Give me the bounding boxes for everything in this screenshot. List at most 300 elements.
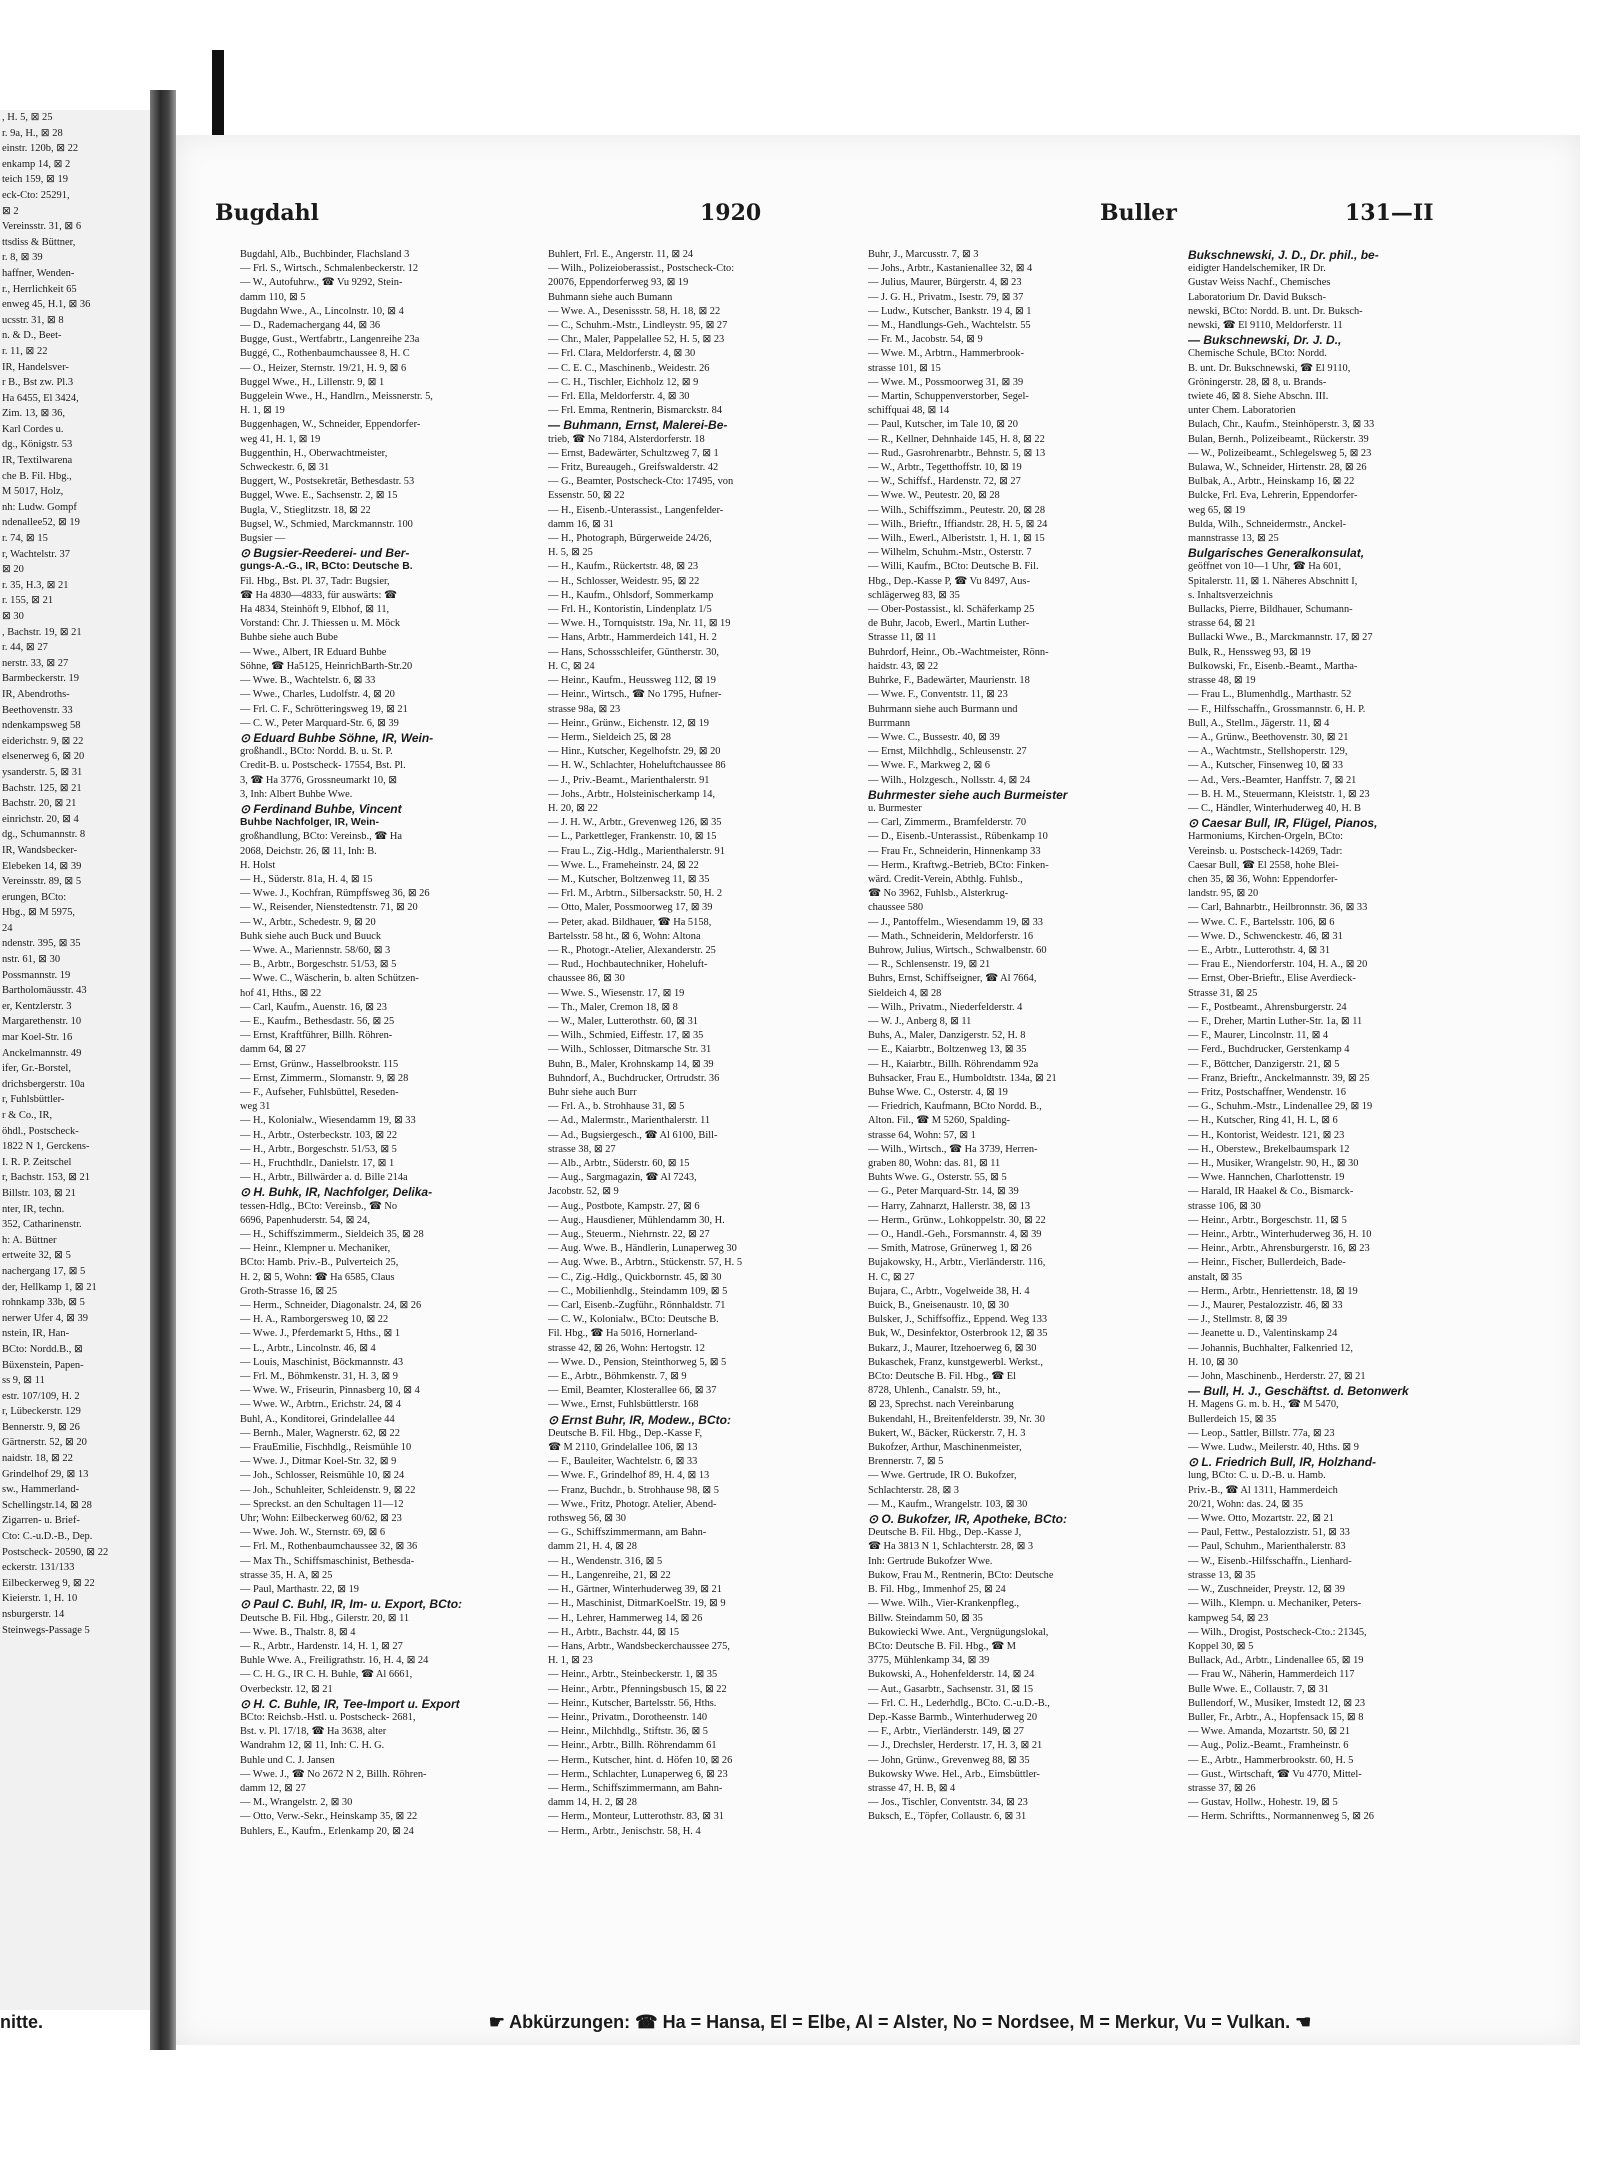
directory-entry: Bukowsky Wwe. Hel., Arb., Eimsbüttler-: [868, 1768, 1040, 1780]
directory-entry: Inh: Gertrude Bukofzer Wwe.: [868, 1555, 993, 1567]
directory-entry: — Herm., Sieldeich 25, ⊠ 28: [548, 731, 671, 743]
left-page-line: , Bachstr. 19, ⊠ 21: [2, 626, 82, 638]
directory-entry: — W., Autofuhrw., ☎ Vu 9292, Stein-: [240, 277, 403, 289]
left-page-line: r & Co., IR,: [2, 1110, 53, 1121]
directory-entry: — Wwe. W., Arbtrn., Erichstr. 24, ⊠ 4: [240, 1399, 401, 1411]
directory-entry: — Buhmann, Ernst, Malerei-Be-: [548, 418, 728, 433]
directory-entry: schiffquai 48, ⊠ 14: [868, 405, 950, 417]
directory-entry: — Rud., Hochbautechniker, Hoheluft-: [548, 959, 708, 971]
directory-entry: de Buhr, Jacob, Ewerl., Martin Luther-: [868, 618, 1030, 630]
directory-entry: — Frl. C. H., Lederhdlg., BCto. C.-u.D.-B.,: [868, 1697, 1050, 1709]
directory-entry: — Julius, Maurer, Bürgerstr. 4, ⊠ 23: [868, 277, 1022, 289]
directory-entry: lung, BCto: C. u. D.-B. u. Hamb.: [1188, 1470, 1326, 1482]
directory-entry: Bull, A., Stellm., Jägerstr. 11, ⊠ 4: [1188, 717, 1330, 729]
directory-entry: H. 2, ⊠ 5, Wohn: ☎ Ha 6585, Claus: [240, 1271, 395, 1283]
directory-entry: — Math., Schneiderin, Meldorferstr. 16: [868, 930, 1034, 942]
directory-entry: strasse 13, ⊠ 35: [1188, 1569, 1256, 1581]
left-page-line: dg., Königstr. 53: [2, 439, 73, 451]
directory-entry: — Wwe. D., Schwenckestr. 46, ⊠ 31: [1188, 930, 1343, 942]
directory-entry: weg 31: [240, 1101, 271, 1113]
directory-entry: — FrauEmilie, Fischhdlg., Reismühle 10: [240, 1442, 412, 1454]
directory-entry: — John, Maschinenb., Herderstr. 27, ⊠ 21: [1188, 1371, 1366, 1383]
directory-entry: — Bernh., Maler, Wagnerstr. 62, ⊠ 22: [240, 1427, 400, 1439]
directory-entry: 8728, Uhlenh., Canalstr. 59, ht.,: [868, 1385, 1001, 1397]
directory-entry: 3775, Mühlenkamp 34, ⊠ 39: [868, 1655, 990, 1667]
left-page-line: nstr. 61, ⊠ 30: [2, 954, 61, 966]
directory-entry: — H., Kaufm., Ohlsdorf, Sommerkamp: [548, 589, 714, 601]
directory-entry: — Herm., Arbtr., Jenischstr. 58, H. 4: [548, 1825, 701, 1837]
directory-entry: ⊙ Ferdinand Buhbe, Vincent: [240, 801, 402, 816]
left-page-line: IR, Handelsver-: [2, 361, 69, 373]
directory-entry: — H., Arbtr., Billwärder a. d. Bille 214a: [240, 1172, 408, 1184]
directory-entry: Bulk, R., Henssweg 93, ⊠ 19: [1188, 646, 1311, 658]
directory-entry: — Heinr., Milchhdlg., Stiftstr. 36, ⊠ 5: [548, 1726, 708, 1738]
left-page-line: eiderichstr. 9, ⊠ 22: [2, 735, 84, 747]
directory-entry: — Wwe. Amanda, Mozartstr. 50, ⊠ 21: [1188, 1726, 1351, 1738]
directory-entry: — Wwe. H., Tornquiststr. 19a, Nr. 11, ⊠ 19: [548, 618, 731, 630]
directory-entry: Buhrow, Julius, Wirtsch., Schwalbenstr. 60: [868, 944, 1047, 956]
left-page-footer: nitte.: [0, 2012, 43, 2032]
left-page-line: 24: [2, 922, 13, 934]
directory-entry: — Franz, Buchdr., b. Strohhause 98, ⊠ 5: [548, 1484, 719, 1496]
directory-entry: — W., Eisenb.-Hilfsschaffn., Lienhard-: [1188, 1555, 1352, 1567]
directory-entry: Deutsche B. Fil. Hbg., Dep.-Kasse F,: [548, 1427, 703, 1439]
left-page-line: ndenkampsweg 58: [2, 720, 81, 732]
directory-entry: strasse 64, ⊠ 21: [1188, 618, 1256, 630]
directory-entry: — Gustav, Hollw., Hohestr. 19, ⊠ 5: [1188, 1797, 1338, 1809]
directory-entry: — F., Arbtr., Vierländerstr. 149, ⊠ 27: [868, 1726, 1024, 1738]
directory-entry: Caesar Bull, ☎ El 2558, hohe Blei-: [1188, 859, 1339, 871]
directory-entry: mannstrasse 13, ⊠ 25: [1188, 533, 1279, 545]
directory-entry: — Wilh., Schlosser, Ditmarsche Str. 31: [548, 1044, 712, 1056]
left-page-line: r. 44, ⊠ 27: [2, 642, 48, 654]
left-page-line: enkamp 14, ⊠ 2: [2, 158, 71, 170]
left-page-line: r. 8, ⊠ 39: [2, 252, 43, 264]
directory-entry: Bugsier —: [240, 533, 286, 545]
directory-entry: — Johs., Arbtr., Holsteinischerkamp 14,: [548, 788, 716, 800]
directory-entry: — Ad., Malermstr., Marienthalerstr. 11: [548, 1115, 711, 1127]
left-page-line: Kieierstr. 1, H. 10: [2, 1593, 78, 1605]
left-page-line: Possmannstr. 19: [2, 969, 71, 981]
directory-entry: — H., Arbtr., Borgeschstr. 51/53, ⊠ 5: [240, 1143, 397, 1155]
directory-entry: — Frl. Clara, Meldorferstr. 4, ⊠ 30: [548, 348, 696, 360]
left-page-line: che B. Fil. Hbg.,: [2, 470, 72, 482]
directory-entry: Bujakowsky, H., Arbtr., Vierländerstr. 116,: [868, 1257, 1046, 1269]
directory-entry: — Joh., Schuhleiter, Schleidenstr. 9, ⊠ 22: [240, 1484, 416, 1496]
directory-entry: Buhs, A., Maler, Danzigerstr. 52, H. 8: [868, 1030, 1026, 1042]
directory-entry: — Leop., Sattler, Billstr. 77a, ⊠ 23: [1188, 1427, 1335, 1439]
directory-entry: — H., Musiker, Wrangelstr. 90, H., ⊠ 30: [1188, 1158, 1359, 1169]
directory-entry: — John, Grünw., Grevenweg 88, ⊠ 35: [868, 1754, 1030, 1766]
directory-entry: Fil. Hbg., ☎ Ha 5016, Hornerland-: [548, 1328, 698, 1340]
directory-entry: Schweckestr. 6, ⊠ 31: [240, 462, 330, 474]
directory-entry: — Ernst, Kraftführer, Billh. Röhren-: [240, 1030, 393, 1042]
directory-entry: Gustav Weiss Nachf., Chemisches: [1188, 277, 1331, 289]
directory-entry: Fil. Hbg., Bst. Pl. 37, Tadr: Bugsier,: [240, 575, 390, 587]
directory-entry: — Jeanette u. D., Valentinskamp 24: [1188, 1328, 1338, 1340]
directory-entry: strasse 42, ⊠ 26, Wohn: Hertogstr. 12: [548, 1342, 705, 1354]
directory-entry: 3, ☎ Ha 3776, Grossneumarkt 10, ⊠: [240, 774, 397, 786]
directory-entry: Bulbak, A., Arbtr., Heinskamp 16, ⊠ 22: [1188, 476, 1355, 488]
directory-entry: — Hans, Arbtr., Wandsbeckerchaussee 275,: [548, 1640, 730, 1652]
directory-entry: H. 5, ⊠ 25: [548, 547, 593, 559]
left-page-line: einstr. 120b, ⊠ 22: [2, 143, 79, 155]
directory-entry: ⊙ Ernst Buhr, IR, Modew., BCto:: [548, 1412, 731, 1427]
left-page-line: sw., Hammerland-: [2, 1484, 80, 1496]
directory-entry: — Herm., Kutscher, hint. d. Höfen 10, ⊠ 26: [548, 1754, 733, 1766]
directory-entry: weg 41, H. 1, ⊠ 19: [240, 433, 321, 445]
directory-entry: — D., Eisenb.-Unterassist., Rübenkamp 10: [868, 831, 1048, 843]
directory-entry: — Wwe. F., Markweg 2, ⊠ 6: [868, 760, 990, 772]
directory-entry: — Herm., Kraftwg.-Betrieb, BCto: Finken-: [868, 859, 1049, 871]
left-page-line: r. 155, ⊠ 21: [2, 595, 54, 607]
directory-entry: Bugsel, W., Schmied, Marckmannstr. 100: [240, 518, 413, 530]
directory-entry: — Bukschnewski, Dr. J. D.,: [1188, 333, 1342, 348]
directory-entry: Buksch, E., Töpfer, Collaustr. 6, ⊠ 31: [868, 1811, 1027, 1823]
directory-column-1: [240, 248, 532, 1988]
directory-entry: haidstr. 43, ⊠ 22: [868, 660, 939, 672]
directory-entry: — Emil, Beamter, Klosterallee 66, ⊠ 37: [548, 1385, 717, 1397]
directory-entry: — Herm., Schlachter, Lunaperweg 6, ⊠ 23: [548, 1768, 728, 1780]
directory-entry: — Wwe. A., Desenissstr. 58, H. 18, ⊠ 22: [548, 305, 721, 317]
directory-entry: Buhle und C. J. Jansen: [240, 1754, 335, 1766]
directory-entry: Buhn, B., Maler, Krohnskamp 14, ⊠ 39: [548, 1058, 714, 1070]
directory-entry: — R., Schlensenstr. 19, ⊠ 21: [868, 959, 991, 971]
directory-entry: — Wilh., Klempn. u. Mechaniker, Peters-: [1188, 1598, 1362, 1610]
directory-entry: Bujara, C., Arbtr., Vogelweide 38, H. 4: [868, 1285, 1030, 1297]
left-page-line: , H. 5, ⊠ 25: [2, 112, 53, 123]
directory-entry: — W., Zuschneider, Preystr. 12, ⊠ 39: [1188, 1584, 1345, 1596]
directory-entry: — Ad., Vers.-Beamter, Hanffstr. 7, ⊠ 21: [1188, 774, 1357, 786]
directory-entry: — Wwe. Hannchen, Charlottenstr. 19: [1188, 1172, 1345, 1184]
directory-entry: — H., Kaiarbtr., Billh. Röhrendamm 92a: [868, 1058, 1039, 1070]
directory-entry: eidigter Handelschemiker, IR Dr.: [1188, 263, 1326, 275]
directory-entry: — W., Polizeibeamt., Schlegelsweg 5, ⊠ 23: [1188, 447, 1372, 459]
left-page-line: nerstr. 33, ⊠ 27: [2, 657, 69, 669]
directory-entry: — Wilh., Brieftr., Iffiandstr. 28, H. 5, ⊠ 24: [868, 518, 1048, 530]
directory-entry: — C. H., Tischler, Eichholz 12, ⊠ 9: [548, 376, 699, 388]
directory-entry: 6696, Papenhuderstr. 54, ⊠ 24,: [240, 1214, 370, 1226]
directory-entry: Deutsche B. Fil. Hbg., Dep.-Kasse J,: [868, 1527, 1022, 1539]
directory-entry: Chemische Schule, BCto: Nordd.: [1188, 348, 1327, 360]
directory-entry: damm 64, ⊠ 27: [240, 1044, 306, 1056]
directory-entry: Sieldeich 4, ⊠ 28: [868, 987, 942, 999]
directory-entry: ⊙ H. C. Buhle, IR, Tee-Import u. Export: [240, 1696, 460, 1711]
left-page-line: ss 9, ⊠ 11: [2, 1375, 45, 1387]
directory-entry: — H., Arbtr., Bachstr. 44, ⊠ 15: [548, 1626, 680, 1638]
directory-entry: Burrmann: [868, 717, 911, 729]
directory-entry: 3, Inh: Albert Buhbe Wwe.: [240, 788, 353, 800]
directory-entry: ⊠ 23, Sprechst. nach Vereinbarung: [868, 1399, 1014, 1411]
directory-entry: B. unt. Dr. Bukschnewski, ☎ El 9110,: [1188, 362, 1351, 374]
left-page-line: nerwer Ufer 4, ⊠ 39: [2, 1312, 89, 1324]
directory-entry: — Aug., Hausdiener, Mühlendamm 30, H.: [548, 1214, 725, 1226]
left-page-line: ysanderstr. 5, ⊠ 31: [2, 766, 83, 778]
directory-entry: Bst. v. Pl. 17/18, ☎ Ha 3638, alter: [240, 1726, 387, 1738]
left-page-line: Cto: C.-u.D.-B., Dep.: [2, 1531, 93, 1543]
directory-entry: — Spreckst. an den Schultagen 11—12: [240, 1498, 404, 1510]
directory-entry: — Wwe. Ludw., Meilerstr. 40, Hths. ⊠ 9: [1188, 1442, 1359, 1454]
directory-entry: H. C, ⊠ 24: [548, 660, 595, 672]
directory-entry: Overbeckstr. 12, ⊠ 21: [240, 1683, 333, 1695]
directory-entry: — Max Th., Schiffsmaschinist, Bethesda-: [240, 1555, 415, 1567]
directory-entry: — Alb., Arbtr., Süderstr. 60, ⊠ 15: [548, 1158, 690, 1169]
directory-entry: tessen-Hdlg., BCto: Vereinsb., ☎ No: [240, 1200, 398, 1212]
left-page-line: IR, Abendroths-: [2, 688, 70, 700]
left-page-line: öhdl., Postscheck-: [2, 1125, 79, 1137]
directory-entry: Buhrmann siehe auch Burmann und: [868, 703, 1018, 715]
directory-entry: strasse 37, ⊠ 26: [1188, 1782, 1256, 1794]
directory-entry: — Herm., Arbtr., Henriettenstr. 18, ⊠ 19: [1188, 1285, 1358, 1297]
directory-entry: — R., Kellner, Dehnhaide 145, H. 8, ⊠ 22: [868, 433, 1045, 445]
left-page-line: elsenerweg 6, ⊠ 20: [2, 751, 85, 763]
directory-entry: Buggert, W., Postsekretär, Bethesdastr. 53: [240, 476, 415, 488]
directory-entry: — F., Dreher, Martin Luther-Str. 1a, ⊠ 11: [1188, 1015, 1363, 1027]
directory-entry: Buhr, J., Marcusstr. 7, ⊠ 3: [868, 249, 979, 260]
directory-entry: — Th., Maler, Cremon 18, ⊠ 8: [548, 1001, 678, 1013]
directory-entry: 20076, Eppendorferweg 93, ⊠ 19: [548, 277, 689, 289]
directory-entry: Bugdahl, Alb., Buchbinder, Flachsland 3: [240, 249, 410, 260]
directory-entry: — H. W., Schlachter, Hoheluftchaussee 86: [548, 760, 726, 772]
directory-entry: — Harry, Zahnarzt, Hallerstr. 38, ⊠ 13: [868, 1200, 1031, 1212]
left-page-line: estr. 107/109, H. 2: [2, 1390, 80, 1402]
directory-entry: — Frl. M., Rothenbaumchaussee 32, ⊠ 36: [240, 1541, 418, 1553]
directory-entry: landstr. 95, ⊠ 20: [1188, 888, 1259, 900]
directory-entry: — Wilhelm, Schuhm.-Mstr., Osterstr. 7: [868, 547, 1032, 559]
directory-entry: unter Chem. Laboratorien: [1188, 405, 1296, 417]
directory-column-4: [1188, 248, 1480, 1988]
directory-entry: Schlachterstr. 28, ⊠ 3: [868, 1484, 959, 1496]
directory-entry: Strasse 31, ⊠ 25: [1188, 987, 1258, 999]
directory-entry: Bulach, Chr., Kaufm., Steinhöperstr. 3, ⊠ 33: [1188, 419, 1375, 431]
directory-entry: — Frau E., Niendorferstr. 104, H. A., ⊠ 20: [1188, 959, 1368, 971]
left-page-line: Billstr. 103, ⊠ 21: [2, 1187, 76, 1199]
directory-entry: — Herm., Schneider, Diagonalstr. 24, ⊠ 26: [240, 1300, 422, 1312]
left-page-line: Karl Cordes u.: [2, 423, 64, 435]
directory-entry: — Hinr., Kutscher, Kegelhofstr. 29, ⊠ 20: [548, 746, 721, 758]
directory-entry: — Wilh., Drogist, Postscheck-Cto.: 21345,: [1188, 1626, 1367, 1638]
directory-entry: — Wilh., Polizeioberassist., Postscheck-Cto:: [548, 263, 735, 275]
directory-entry: newski, BCto: Nordd. B. unt. Dr. Buksch-: [1188, 305, 1363, 317]
directory-entry: — J., Priv.-Beamt., Marienthalerstr. 91: [548, 774, 710, 786]
directory-entry: — Wilh., Privatm., Niederfelderstr. 4: [868, 1001, 1023, 1013]
directory-entry: — W., Maler, Lutterothstr. 60, ⊠ 31: [548, 1015, 698, 1027]
directory-entry: Buhrdorf, Heinr., Ob.-Wachtmeister, Rönn-: [868, 646, 1049, 658]
left-page-line: IR, Textilwarena: [2, 455, 73, 467]
directory-entry: — F., Maurer, Lincolnstr. 11, ⊠ 4: [1188, 1030, 1329, 1042]
directory-entry: — A., Grünw., Beethovenstr. 30, ⊠ 21: [1188, 731, 1349, 743]
directory-entry: — Wwe. F., Grindelhof 89, H. 4, ⊠ 13: [548, 1470, 710, 1482]
directory-entry: — B., Arbtr., Borgeschstr. 51/53, ⊠ 5: [240, 959, 397, 971]
directory-entry: — E., Arbtr., Lutterothstr. 4, ⊠ 31: [1188, 944, 1331, 956]
directory-entry: strasse 35, H. A, ⊠ 25: [240, 1569, 333, 1581]
left-page-line: ⊠ 2: [2, 205, 19, 217]
directory-entry: — H., Kolonialw., Wiesendamm 19, ⊠ 33: [240, 1115, 416, 1127]
left-page-line: ndenallee52, ⊠ 19: [2, 517, 80, 529]
directory-entry: ☎ Ha 4830—4833, für auswärts: ☎: [240, 589, 397, 601]
directory-entry: — Wilh., Ewerl., Alberiststr. 1, H. 1, ⊠ 15: [868, 533, 1045, 545]
directory-entry: — H., Gärtner, Winterhuderweg 39, ⊠ 21: [548, 1584, 722, 1596]
directory-entry: gungs-A.-G., IR, BCto: Deutsche B.: [240, 561, 413, 573]
left-page-line: I. R. P. Zeitschel: [2, 1156, 72, 1168]
left-page-line: nh: Ludw. Gompf: [2, 501, 77, 513]
directory-entry: — Wwe. J., ☎ No 2672 N 2, Billh. Röhren-: [240, 1768, 427, 1780]
directory-entry: Buhlert, Frl. E., Angerstr. 11, ⊠ 24: [548, 249, 694, 260]
directory-entry: — E., Kaufm., Bethesdastr. 56, ⊠ 25: [240, 1015, 395, 1027]
left-page-line: enweg 45, H.1, ⊠ 36: [2, 299, 91, 311]
directory-entry: — A., Kutscher, Finsenweg 10, ⊠ 33: [1188, 760, 1343, 772]
directory-entry: Buhmann siehe auch Bumann: [548, 291, 673, 303]
directory-entry: Bulda, Wilh., Schneidermstr., Anckel-: [1188, 518, 1347, 530]
directory-entry: — C., Mobilienhdlg., Steindamm 109, ⊠ 5: [548, 1285, 728, 1297]
left-page-line: eck-Cto: 25291,: [2, 189, 70, 201]
directory-entry: — G., Beamter, Postscheck-Cto: 17495, von: [548, 476, 734, 488]
directory-entry: — Paul, Kutscher, im Tale 10, ⊠ 20: [868, 419, 1018, 431]
directory-entry: Strasse 11, ⊠ 11: [868, 632, 937, 644]
directory-entry: — Wwe. B., Thalstr. 8, ⊠ 4: [240, 1626, 356, 1638]
directory-entry: ⊙ Eduard Buhbe Söhne, IR, Wein-: [240, 730, 434, 745]
left-page-line: h: A. Büttner: [2, 1234, 57, 1246]
directory-entry: ☎ No 3962, Fuhlsb., Alsterkrug-: [868, 888, 1009, 900]
directory-entry: — Ernst, Badewärter, Schultzweg 7, ⊠ 1: [548, 447, 719, 459]
directory-entry: Buhsacker, Frau E., Humboldtstr. 134a, ⊠ 21: [868, 1072, 1057, 1084]
directory-entry: — Ober-Postassist., kl. Schäferkamp 25: [868, 604, 1035, 616]
directory-entry: u. Burmester: [868, 802, 922, 814]
left-page-line: r. 9a, H., ⊠ 28: [2, 127, 63, 139]
abbreviations-footer: ☛ Abkürzungen: ☎ Ha = Hansa, El = Elbe, Al = Alster, No = Nordsee, M = Merkur, Vu = Vulkan. ☚: [488, 2012, 1312, 2032]
left-page-line: Steinwegs-Passage 5: [2, 1624, 90, 1636]
directory-entry: Bulawa, W., Schneider, Hirtenstr. 28, ⊠ 26: [1188, 462, 1367, 474]
left-page-line: r, Bachstr. 153, ⊠ 21: [2, 1172, 90, 1184]
directory-entry: graben 80, Wohn: das. 81, ⊠ 11: [868, 1158, 1001, 1169]
directory-entry: Buhrmester siehe auch Burmeister: [868, 787, 1068, 802]
directory-entry: — C. E. C., Maschinenb., Weidestr. 26: [548, 362, 710, 374]
directory-entry: — H., Eisenb.-Unterassist., Langenfelder-: [548, 504, 724, 516]
directory-entry: — Bull, H. J., Geschäftst. d. Betonwerk: [1188, 1384, 1409, 1399]
directory-entry: — W., Schiffsf., Hardenstr. 72, ⊠ 27: [868, 476, 1021, 488]
directory-entry: ☎ Ha 3813 N 1, Schlachterstr. 28, ⊠ 3: [868, 1541, 1034, 1553]
directory-entry: Bulle Wwe. E., Collaustr. 7, ⊠ 31: [1188, 1683, 1329, 1695]
directory-entry: — Heinr., Arbtr., Winterhuderweg 36, H. 10: [1188, 1229, 1372, 1241]
left-page-line: Bachstr. 20, ⊠ 21: [2, 798, 77, 810]
directory-entry: großhandl., BCto: Nordd. B. u. St. P.: [240, 746, 393, 758]
directory-entry: Essenstr. 50, ⊠ 22: [548, 490, 625, 502]
directory-entry: — H., Wendenstr. 316, ⊠ 5: [548, 1555, 663, 1567]
directory-entry: Bukow, Frau M., Rentnerin, BCto: Deutsche: [868, 1569, 1054, 1581]
directory-entry: — M., Wrangelstr. 2, ⊠ 30: [240, 1797, 353, 1809]
directory-entry: — Frl. Ella, Meldorferstr. 4, ⊠ 30: [548, 391, 690, 403]
left-page-line: Eilbeckerweg 9, ⊠ 22: [2, 1577, 95, 1589]
directory-entry: — Aug., Postbote, Kampstr. 27, ⊠ 6: [548, 1200, 700, 1212]
directory-entry: — E., Arbtr., Böhmkenstr. 7, ⊠ 9: [548, 1371, 687, 1383]
directory-entry: — Wilh., Holzgesch., Nollsstr. 4, ⊠ 24: [868, 774, 1031, 786]
directory-entry: — H., Langenreihe, 21, ⊠ 22: [548, 1569, 671, 1581]
directory-entry: — Wwe. J., Kochfran, Rümpffsweg 36, ⊠ 26: [240, 888, 430, 900]
directory-entry: — Wwe. Gertrude, IR O. Bukofzer,: [868, 1470, 1017, 1482]
left-page-line: ndenstr. 395, ⊠ 35: [2, 938, 81, 950]
directory-entry: — Wwe. J., Pferdemarkt 5, Hths., ⊠ 1: [240, 1328, 401, 1340]
directory-entry: — Frl. C. F., Schrötteringsweg 19, ⊠ 21: [240, 703, 408, 715]
left-page-line: dg., Schumannstr. 8: [2, 829, 86, 841]
directory-entry: BCto: Reichsb.-Hstl. u. Postscheck- 2681,: [240, 1711, 416, 1723]
directory-entry: H. 1, ⊠ 19: [240, 405, 285, 417]
directory-entry: H. C, ⊠ 27: [868, 1271, 915, 1283]
directory-entry: rothsweg 56, ⊠ 30: [548, 1513, 626, 1525]
directory-entry: — C., Schuhm.-Mstr., Lindleystr. 95, ⊠ 27: [548, 320, 728, 332]
directory-entry: — E., Arbtr., Hammerbrookstr. 60, H. 5: [1188, 1754, 1354, 1766]
directory-entry: — Frau L., Blumenhdlg., Marthastr. 52: [1188, 689, 1352, 701]
directory-entry: — Fritz, Postschaffner, Wendenstr. 16: [1188, 1086, 1346, 1098]
directory-entry: — Wwe., Fritz, Photogr. Atelier, Abend-: [548, 1498, 717, 1510]
directory-entry: Buhlers, E., Kaufm., Erlenkamp 20, ⊠ 24: [240, 1825, 414, 1837]
directory-entry: Priv.-B., ☎ Al 1311, Hammerdeich: [1188, 1484, 1338, 1496]
directory-entry: — W. J., Anberg 8, ⊠ 11: [868, 1015, 972, 1027]
directory-entry: Laboratorium Dr. David Buksch-: [1188, 291, 1326, 303]
directory-entry: Uhr; Wohn: Eilbeckerweg 60/62, ⊠ 23: [240, 1513, 402, 1525]
directory-entry: — R., Arbtr., Hardenstr. 14, H. 1, ⊠ 27: [240, 1640, 403, 1652]
directory-entry: — G., Schuhm.-Mstr., Lindenallee 29, ⊠ 19: [1188, 1101, 1373, 1113]
left-page-line: IR, Wandsbecker-: [2, 844, 78, 856]
left-page-sliver: [0, 110, 150, 2010]
directory-entry: — H., Maschinist, DitmarKoelStr. 19, ⊠ 9: [548, 1598, 726, 1610]
directory-entry: — L., Arbtr., Lincolnstr. 46, ⊠ 4: [240, 1342, 376, 1354]
directory-entry: H. 1, ⊠ 23: [548, 1655, 593, 1667]
directory-entry: — Carl, Zimmerm., Bramfelderstr. 70: [868, 817, 1027, 829]
directory-entry: Bulgarisches Generalkonsulat,: [1188, 546, 1365, 561]
directory-entry: — W., Arbtr., Tegetthoffstr. 10, ⊠ 19: [868, 462, 1022, 474]
directory-entry: — Wwe. M., Arbtrn., Hammerbrook-: [868, 348, 1024, 360]
directory-entry: — Carl, Bahnarbtr., Heilbronnstr. 36, ⊠ 33: [1188, 902, 1368, 914]
directory-entry: BCto: Deutsche B. Fil. Hbg., ☎ El: [868, 1371, 1017, 1383]
directory-entry: Buggenhagen, W., Schneider, Eppendorfer-: [240, 419, 421, 431]
directory-entry: — H., Kontorist, Weidestr. 121, ⊠ 23: [1188, 1129, 1345, 1141]
directory-entry: — Ernst, Milchhdlg., Schleusenstr. 27: [868, 746, 1027, 758]
directory-entry: — H., Schiffszimmerm., Sieldeich 35, ⊠ 28: [240, 1229, 424, 1241]
directory-entry: — Ludw., Kutscher, Bankstr. 19 4, ⊠ 1: [868, 305, 1032, 317]
directory-entry: — Ferd., Buchdrucker, Gerstenkamp 4: [1188, 1044, 1350, 1056]
left-page-line: haffner, Wenden-: [2, 267, 75, 279]
directory-entry: trieb, ☎ No 7184, Alsterdorferstr. 18: [548, 433, 705, 445]
directory-entry: Bukaschek, Franz, kunstgewerbl. Werkst.,: [868, 1356, 1043, 1368]
directory-entry: — Peter, akad. Bildhauer, ☎ Ha 5158,: [548, 916, 712, 928]
directory-entry: H. 20, ⊠ 22: [548, 802, 598, 814]
left-page-line: ⊠ 30: [2, 611, 24, 622]
directory-entry: strasse 98a, ⊠ 23: [548, 703, 621, 715]
directory-entry: strasse 64, Wohn: 57, ⊠ 1: [868, 1129, 976, 1141]
directory-entry: Buhrke, F., Badewärter, Maurienstr. 18: [868, 675, 1030, 687]
directory-entry: Bukarz, J., Maurer, Itzehoerweg 6, ⊠ 30: [868, 1342, 1037, 1354]
directory-entry: — Wwe. Otto, Mozartstr. 22, ⊠ 21: [1188, 1513, 1334, 1525]
left-page-line: naidstr. 18, ⊠ 22: [2, 1453, 73, 1465]
directory-entry: — M., Kutscher, Boltzenweg 11, ⊠ 35: [548, 873, 710, 885]
left-page-line: ⊠ 20: [2, 564, 24, 576]
directory-entry: — J., Maurer, Pestalozzistr. 46, ⊠ 33: [1188, 1300, 1343, 1312]
directory-entry: — Heinr., Arbtr., Billh. Röhrendamm 61: [548, 1740, 717, 1752]
left-page-line: r, Fuhlsbüttler-: [2, 1094, 65, 1106]
directory-entry: — Gust., Wirtschaft, ☎ Vu 4770, Mittel-: [1188, 1768, 1362, 1780]
directory-entry: Gröningerstr. 28, ⊠ 8, u. Brands-: [1188, 376, 1327, 388]
directory-entry: großhandlung, BCto: Vereinsb., ☎ Ha: [240, 831, 402, 843]
directory-entry: ☎ M 2110, Grindelallee 106, ⊠ 13: [548, 1442, 698, 1454]
left-page-line: Schellingstr.14, ⊠ 28: [2, 1499, 92, 1511]
directory-entry: Bukendahl, H., Breitenfelderstr. 39, Nr. 30: [868, 1413, 1045, 1425]
directory-entry: strasse 48, ⊠ 19: [1188, 675, 1256, 687]
directory-entry: damm 16, ⊠ 31: [548, 518, 614, 530]
directory-entry: — Herm. Schriftts., Normannenweg 5, ⊠ 26: [1188, 1811, 1374, 1823]
left-page-line: Büxenstein, Papen-: [2, 1359, 84, 1371]
directory-entry: damm 21, H. 4, ⊠ 28: [548, 1541, 637, 1553]
directory-entry: — Otto, Verw.-Sekr., Heinskamp 35, ⊠ 22: [240, 1811, 418, 1823]
